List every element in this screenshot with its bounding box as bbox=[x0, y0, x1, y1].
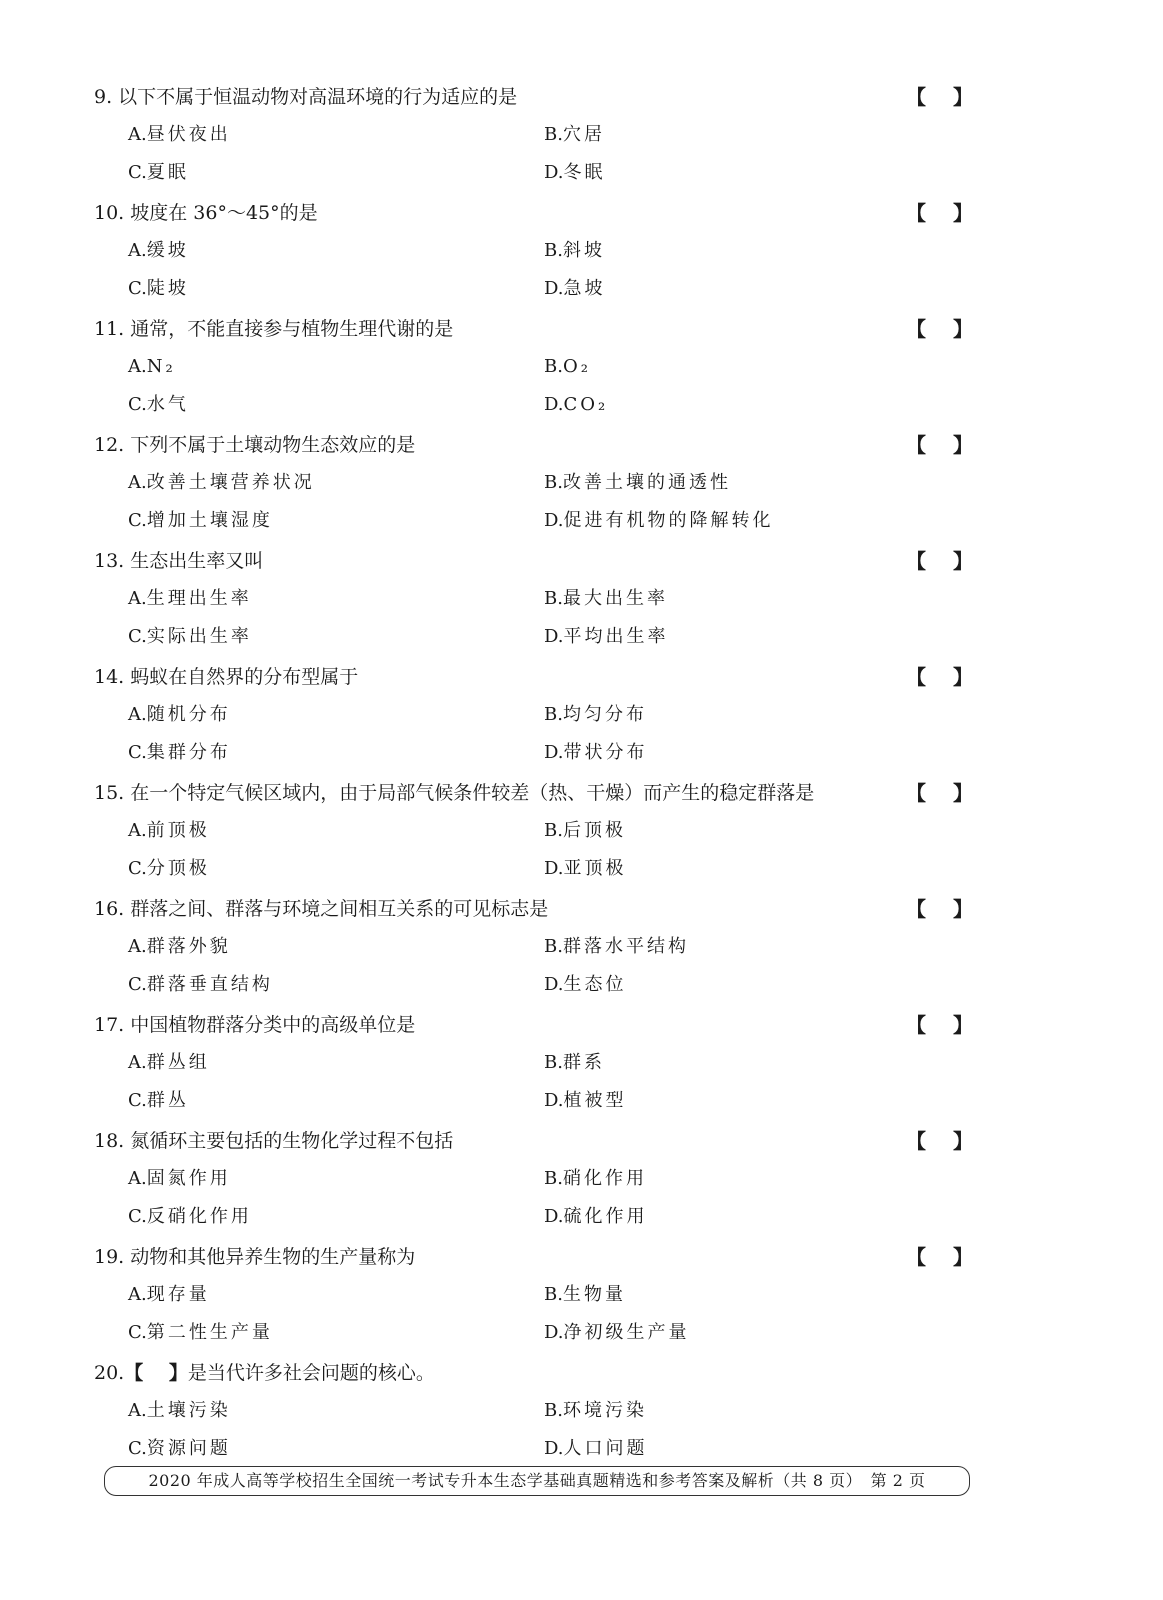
question-stem bbox=[94, 890, 994, 928]
option-b: B.穴居 bbox=[544, 124, 605, 145]
question-stem bbox=[94, 658, 994, 696]
options bbox=[94, 928, 994, 1004]
option-c: C.集群分布 bbox=[128, 742, 231, 763]
answer-bracket: 【 】 bbox=[906, 201, 973, 225]
question-stem bbox=[94, 1354, 994, 1392]
question-list bbox=[94, 78, 994, 1470]
options bbox=[94, 1044, 994, 1120]
option-a: A.缓坡 bbox=[128, 240, 189, 261]
option-c: C.增加土壤湿度 bbox=[128, 510, 273, 531]
options bbox=[94, 696, 994, 772]
question-20 bbox=[94, 1354, 994, 1470]
option-c: C.分顶极 bbox=[128, 858, 210, 879]
option-b: B.群系 bbox=[544, 1052, 605, 1073]
option-d: D.冬眠 bbox=[544, 162, 606, 183]
options bbox=[94, 348, 994, 424]
question-13 bbox=[94, 542, 994, 658]
option-d: D.亚顶极 bbox=[544, 858, 627, 879]
answer-bracket: 【 】 bbox=[906, 665, 973, 689]
option-a: A.土壤污染 bbox=[128, 1400, 231, 1421]
question-stem bbox=[94, 78, 994, 116]
answer-bracket: 【 】 bbox=[906, 433, 973, 457]
question-stem bbox=[94, 774, 994, 812]
question-stem-text: 10. 坡度在 36°～45°的是 bbox=[94, 202, 318, 224]
option-a: A.改善土壤营养状况 bbox=[128, 472, 315, 493]
option-a: A.生理出生率 bbox=[128, 588, 252, 609]
option-c: C.实际出生率 bbox=[128, 626, 252, 647]
question-stem bbox=[94, 194, 994, 232]
question-18 bbox=[94, 1122, 994, 1238]
question-stem-text: 15. 在一个特定气候区域内，由于局部气候条件较差（热、干燥）而产生的稳定群落是 bbox=[94, 782, 815, 804]
option-c: C.夏眠 bbox=[128, 162, 189, 183]
question-stem bbox=[94, 1238, 994, 1276]
option-c: C.群丛 bbox=[128, 1090, 189, 1111]
option-d: D.净初级生产量 bbox=[544, 1322, 690, 1343]
question-number: 20. bbox=[94, 1362, 125, 1384]
question-12 bbox=[94, 426, 994, 542]
option-d: D.硫化作用 bbox=[544, 1206, 648, 1227]
option-d: D.CO₂ bbox=[544, 394, 609, 415]
inline-answer-bracket: 【 】 bbox=[124, 1362, 188, 1384]
question-stem-text: 17. 中国植物群落分类中的高级单位是 bbox=[94, 1014, 416, 1036]
question-stem-text: 18. 氮循环主要包括的生物化学过程不包括 bbox=[94, 1130, 454, 1152]
option-a: A.群丛组 bbox=[128, 1052, 210, 1073]
question-stem-text: 11. 通常，不能直接参与植物生理代谢的是 bbox=[94, 318, 454, 340]
option-d: D.植被型 bbox=[544, 1090, 627, 1111]
question-11 bbox=[94, 310, 994, 426]
option-b: B.硝化作用 bbox=[544, 1168, 647, 1189]
option-a: A.前顶极 bbox=[128, 820, 210, 841]
option-c: C.群落垂直结构 bbox=[128, 974, 273, 995]
option-c: C.陡坡 bbox=[128, 278, 189, 299]
question-stem-text: 13. 生态出生率又叫 bbox=[94, 550, 264, 572]
answer-bracket: 【 】 bbox=[906, 1245, 973, 1269]
answer-bracket: 【 】 bbox=[906, 1129, 973, 1153]
options bbox=[94, 464, 994, 540]
option-c: C.第二性生产量 bbox=[128, 1322, 273, 1343]
answer-bracket: 【 】 bbox=[906, 1013, 973, 1037]
option-a: A.随机分布 bbox=[128, 704, 231, 725]
option-d: D.平均出生率 bbox=[544, 626, 669, 647]
options bbox=[94, 1392, 994, 1468]
question-14 bbox=[94, 658, 994, 774]
options bbox=[94, 1276, 994, 1352]
question-10 bbox=[94, 194, 994, 310]
option-b: B.O₂ bbox=[544, 356, 591, 377]
question-stem-text: 9. 以下不属于恒温动物对高温环境的行为适应的是 bbox=[94, 86, 518, 108]
option-b: B.改善土壤的通透性 bbox=[544, 472, 731, 493]
question-stem-text: 14. 蚂蚁在自然界的分布型属于 bbox=[94, 666, 359, 688]
answer-bracket: 【 】 bbox=[906, 549, 973, 573]
answer-bracket: 【 】 bbox=[906, 897, 973, 921]
question-stem-text: 16. 群落之间、群落与环境之间相互关系的可见标志是 bbox=[94, 898, 549, 920]
options bbox=[94, 116, 994, 192]
option-c: C.资源问题 bbox=[128, 1438, 231, 1459]
answer-bracket: 【 】 bbox=[906, 85, 973, 109]
option-b: B.最大出生率 bbox=[544, 588, 668, 609]
question-stem bbox=[94, 310, 994, 348]
option-d: D.急坡 bbox=[544, 278, 606, 299]
option-d: D.人口问题 bbox=[544, 1438, 648, 1459]
question-19 bbox=[94, 1238, 994, 1354]
option-b: B.环境污染 bbox=[544, 1400, 647, 1421]
option-b: B.后顶极 bbox=[544, 820, 626, 841]
option-a: A.固氮作用 bbox=[128, 1168, 231, 1189]
option-a: A.现存量 bbox=[128, 1284, 210, 1305]
question-stem-text: 19. 动物和其他异养生物的生产量称为 bbox=[94, 1246, 416, 1268]
option-a: A.群落外貌 bbox=[128, 936, 231, 957]
question-stem bbox=[94, 1006, 994, 1044]
footer-text: 2020 年成人高等学校招生全国统一考试专升本生态学基础真题精选和参考答案及解析（共 8 页） 第 2 页 bbox=[148, 1471, 926, 1490]
question-stem bbox=[94, 1122, 994, 1160]
question-16 bbox=[94, 890, 994, 1006]
options bbox=[94, 232, 994, 308]
options bbox=[94, 1160, 994, 1236]
option-d: D.带状分布 bbox=[544, 742, 648, 763]
question-stem bbox=[94, 426, 994, 464]
option-b: B.斜坡 bbox=[544, 240, 605, 261]
options bbox=[94, 580, 994, 656]
question-stem-text: 12. 下列不属于土壤动物生态效应的是 bbox=[94, 434, 416, 456]
option-b: B.均匀分布 bbox=[544, 704, 647, 725]
option-c: C.水气 bbox=[128, 394, 189, 415]
answer-bracket: 【 】 bbox=[906, 317, 973, 341]
answer-bracket: 【 】 bbox=[906, 781, 973, 805]
option-c: C.反硝化作用 bbox=[128, 1206, 252, 1227]
question-17 bbox=[94, 1006, 994, 1122]
question-9 bbox=[94, 78, 994, 194]
option-b: B.生物量 bbox=[544, 1284, 626, 1305]
option-d: D.促进有机物的降解转化 bbox=[544, 510, 774, 531]
page-footer bbox=[104, 1466, 970, 1496]
question-stem-text: 是当代许多社会问题的核心。 bbox=[187, 1362, 435, 1384]
option-a: A.昼伏夜出 bbox=[128, 124, 231, 145]
option-b: B.群落水平结构 bbox=[544, 936, 689, 957]
option-d: D.生态位 bbox=[544, 974, 627, 995]
question-15 bbox=[94, 774, 994, 890]
options bbox=[94, 812, 994, 888]
question-stem bbox=[94, 542, 994, 580]
option-a: A.N₂ bbox=[128, 356, 176, 377]
